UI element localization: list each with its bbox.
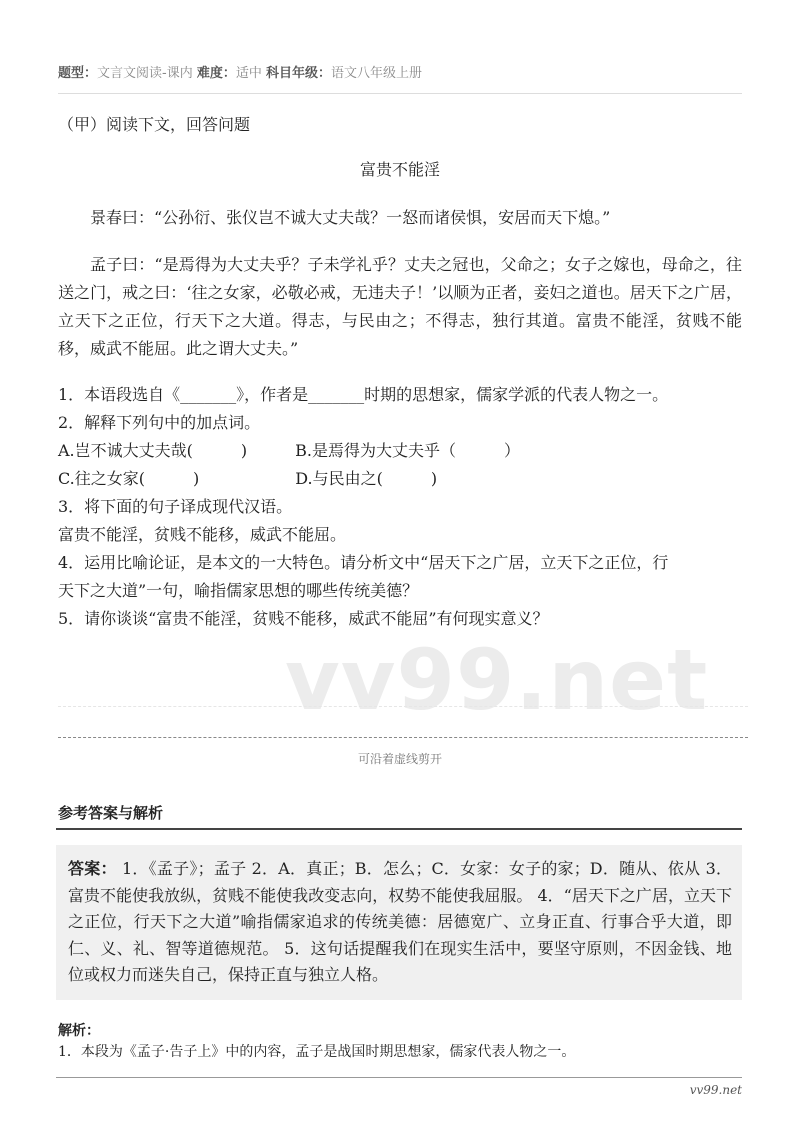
cut-dashed-line xyxy=(58,737,748,738)
answer-body: 1．《孟子》；孟子 2．A．真正；B．怎么；C．女家：女子的家；D．随从、依从 3．富贵不能使我放纵，贫贱不能使我改变志向，权势不能使我屈服。 4．“居天下之广居，立天下之正位，行天下之大道”喻指儒家追求的传统美德：居德宽广、立身正直、行事合乎大道，即仁、义、礼、智等道德规范。 5．这句话提醒我们在现实生活中，要坚守原则，不因金钱、地位或权力而迷失自己，保持正直与独立人格。 xyxy=(68,859,732,984)
question-list xyxy=(58,381,748,633)
question-line: 1．本语段选自《_______》，作者是_______时期的思想家，儒家学派的代表人物之一。 xyxy=(58,385,669,404)
passage-title: 富贵不能淫 xyxy=(359,160,440,179)
question-meta xyxy=(58,62,422,81)
question-line: 3．将下面的句子译成现代汉语。 xyxy=(58,497,293,516)
answer-text xyxy=(68,856,732,989)
answer-label: 答案： xyxy=(68,859,117,878)
watermark: vv99.net xyxy=(285,631,709,729)
divider xyxy=(58,93,742,94)
question-line: A.岂不诚大丈夫哉( ) B.是焉得为大丈夫乎（ ） xyxy=(58,441,520,460)
analysis-item-1: 1．本段为《孟子·告子上》中的内容，孟子是战国时期思想家，儒家代表人物之一。 xyxy=(58,1044,576,1060)
question-line: 天下之大道”一句，喻指儒家思想的哪些传统美德？ xyxy=(58,581,419,600)
passage-paragraph-1: 景春曰：“公孙衍、张仪岂不诚大丈夫哉？一怒而诸侯惧，安居而天下熄。” xyxy=(90,208,611,227)
faint-dashed-line xyxy=(58,706,748,707)
difficulty-label: 难度： xyxy=(196,66,236,81)
difficulty-value: 适中 xyxy=(235,66,262,81)
subject-label: 科目年级： xyxy=(266,66,332,81)
type-label: 题型： xyxy=(58,66,98,81)
cut-hint: 可沿着虚线剪开 xyxy=(357,752,442,766)
question-line: 4．运用比喻论证，是本文的一大特色。请分析文中“居天下之广居，立天下之正位，行 xyxy=(58,553,669,572)
question-line: 2．解释下列句中的加点词。 xyxy=(58,413,261,432)
analysis-label: 解析： xyxy=(58,1023,100,1039)
question-line: 富贵不能淫，贫贱不能移，威武不能屈。 xyxy=(58,525,347,544)
question-line: C.往之女家( ) D.与民由之( ) xyxy=(58,469,438,488)
footer-rule xyxy=(56,1077,742,1078)
answer-heading-rule xyxy=(56,828,742,830)
subject-value: 语文八年级上册 xyxy=(331,66,423,81)
type-value: 文言文阅读-课内 xyxy=(97,66,193,81)
question-line: 5．请你谈谈“富贵不能淫，贫贱不能移，威武不能屈”有何现实意义？ xyxy=(58,609,549,628)
footer-site: vv99.net xyxy=(689,1083,742,1097)
passage-intro: （甲）阅读下文，回答问题 xyxy=(58,115,251,134)
answer-heading: 参考答案与解析 xyxy=(58,804,164,822)
passage-paragraph-2: 孟子曰：“是焉得为大丈夫乎？子未学礼乎？丈夫之冠也，父命之；女子之嫁也，母命之，往送之门，戒之曰：‘往之女家，必敬必戒，无违夫子！’以顺为正者，妾妇之道也。居天下之广居，立天下之正位，行天下之大道。得志，与民由之；不得志，独行其道。富贵不能淫，贫贱不能移，威武不能屈。此之谓大丈夫。” xyxy=(58,255,742,358)
